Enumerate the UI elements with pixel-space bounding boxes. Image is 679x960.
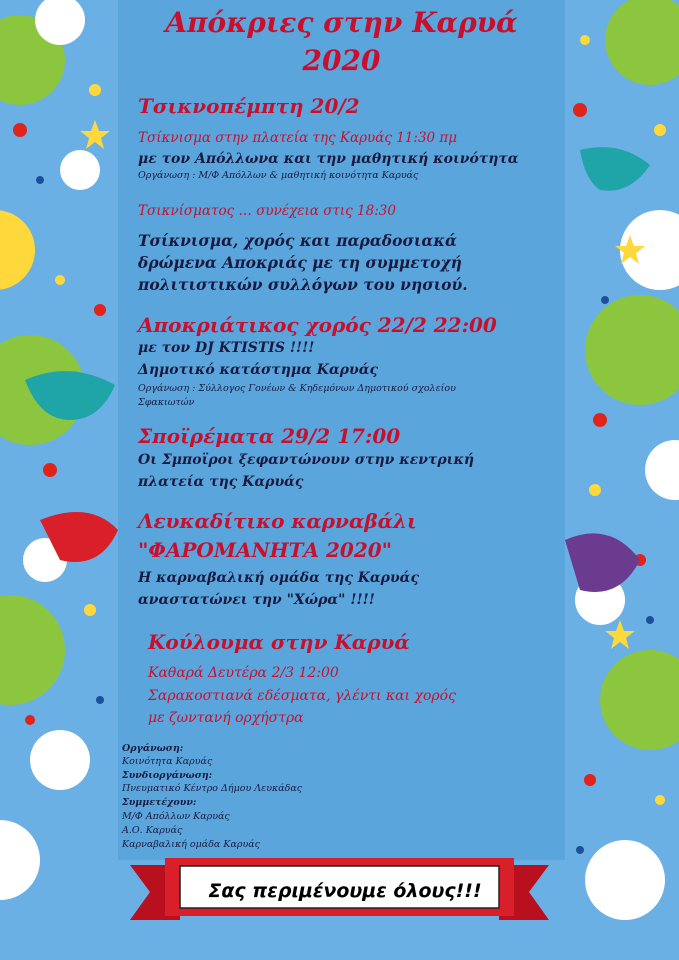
section-tsiknopempti-heading: Τσικνοπέμπτη 20/2 [138,94,360,118]
section-koulouma-heading: Κούλουμα στην Καρυά [148,630,410,654]
footer-participant-2: Α.Ο. Καρυάς [122,825,183,836]
section-spoiremata-heading: Σποϊρέματα 29/2 17:00 [138,424,401,448]
footer-participant-3: Καρναβαλική ομάδα Καρυάς [122,839,260,850]
section-carnival-heading-line1: Λευκαδίτικο καρναβάλι [138,509,417,533]
footer-participant-1: Μ/Φ Απόλλων Καρυάς [122,811,230,822]
poster-title: Απόκριες στην Καρυά [165,6,518,39]
section-carnival-heading-line2: "ΦΑΡΟΜΑΝΗΤΑ 2020" [138,538,393,562]
section-ball-venue: Δημοτικό κατάστημα Καρυάς [138,362,379,378]
section-ball-organizer-line1: Οργάνωση : Σύλλογος Γονέων & Κηδεμόνων Δημοτικού σχολείου [138,383,456,394]
section-tsiknopempti-body2-line3: πολιτιστικών συλλόγων του νησιού. [138,275,468,294]
footer-participants-label: Συμμετέχουν: [122,797,197,808]
section-tsiknopempti-body2-line1: Τσίκνισμα, χορός και παραδοσιακά [138,231,457,250]
footer-org-label: Οργάνωση: [122,743,184,754]
section-tsiknopempti-organizer: Οργάνωση : Μ/Φ Απόλλων & μαθητική κοινότητα Καρυάς [138,170,419,181]
section-carnival-body-line2: αναστατώνει την "Χώρα" !!!! [138,592,375,608]
section-koulouma-food: Σαρακοστιανά εδέσματα, γλέντι και χορός [148,688,456,704]
section-koulouma-date: Καθαρά Δευτέρα 2/3 12:00 [148,665,339,681]
section-spoiremata-body-line2: πλατεία της Καρυάς [138,474,304,490]
section-ball-heading: Αποκριάτικος χορός 22/2 22:00 [138,313,497,337]
poster-year: 2020 [302,44,381,77]
section-tsiknopempti-body2-line2: δρώμενα Αποκριάς με τη συμμετοχή [138,253,462,272]
footer-coorg-value: Πνευματικό Κέντρο Δήμου Λευκάδας [122,783,303,794]
banner-message: Σας περιμένουμε όλους!!! [208,880,482,902]
section-tsiknopempti-body: με τον Απόλλωνα και την μαθητική κοινότητα [138,151,519,167]
footer-coorg-label: Συνδιοργάνωση: [122,770,213,781]
section-carnival-body-line1: Η καρναβαλική ομάδα της Καρυάς [138,570,419,586]
section-koulouma-music: με ζωντανή ορχήστρα [148,710,304,726]
section-tsiknopempti-sub: Τσίκνισμα στην πλατεία της Καρυάς 11:30 πμ [138,130,458,146]
content-panel [118,0,565,860]
section-spoiremata-body-line1: Οι Σμποϊροι ξεφαντώνουν στην κεντρική [138,452,475,468]
section-ball-dj: με τον DJ KTISTIS !!!! [138,340,315,356]
section-ball-organizer-line2: Σφακιωτών [138,397,195,408]
footer-org-value: Κοινότητα Καρυάς [122,756,213,767]
section-tsiknopempti-sub2: Τσικνίσματος … συνέχεια στις 18:30 [138,203,396,219]
